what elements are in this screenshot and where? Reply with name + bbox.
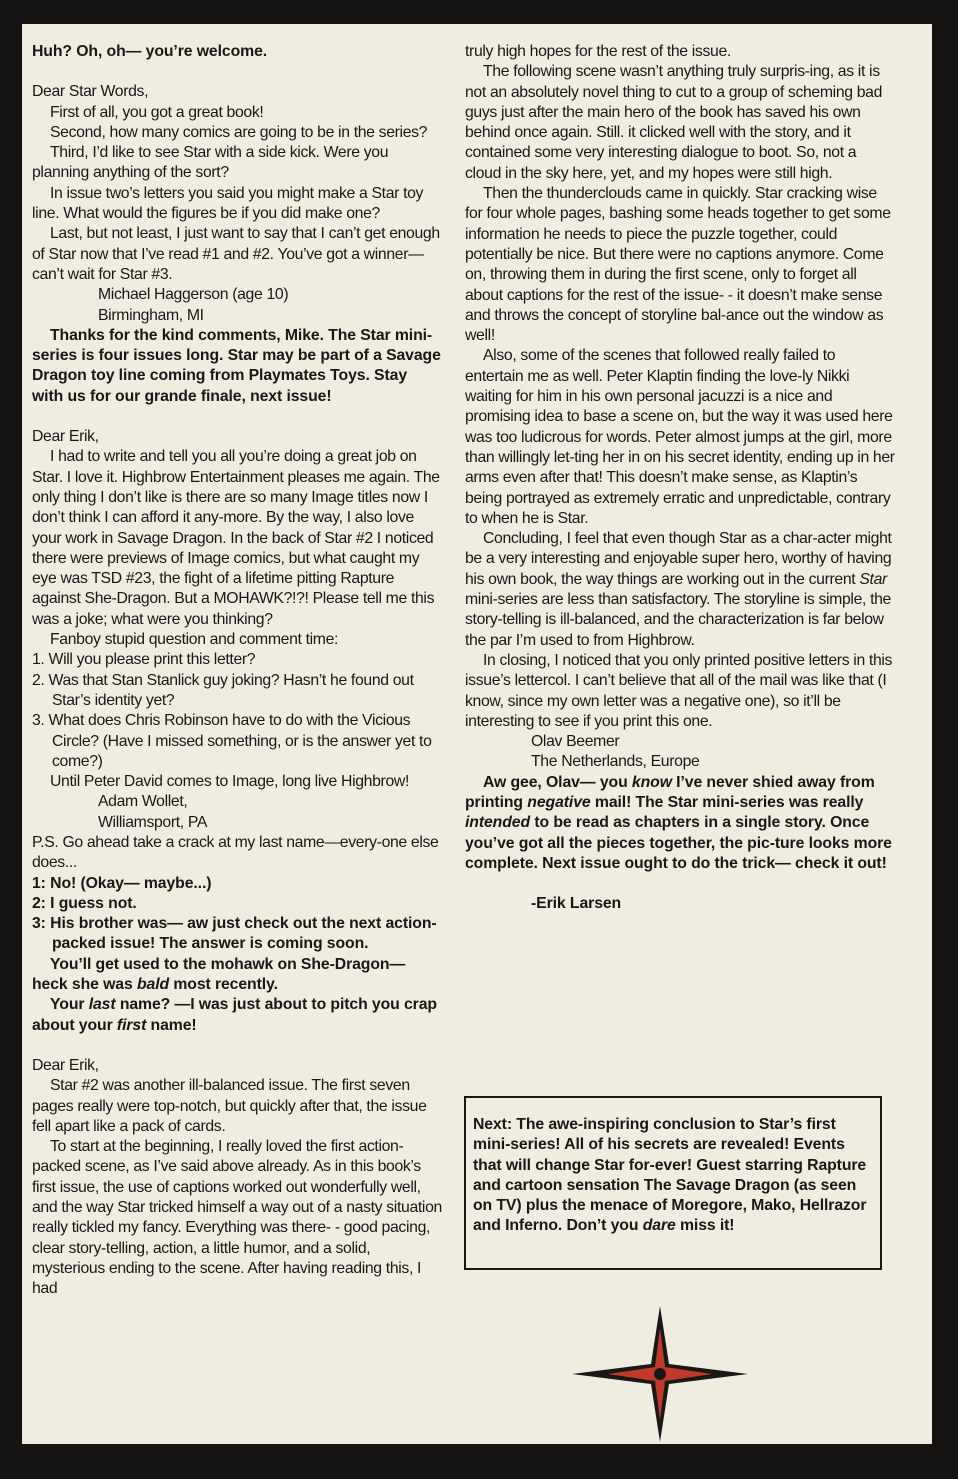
letter1-paragraph: Last, but not least, I just want to say that I can’t get enough of Star now that I’ve read #1 and #2. You’ve got a winner—can’t wait for Star #3. bbox=[32, 225, 440, 283]
letter3-concluding: Concluding, I feel that even though Star as a char-acter might be a very interesting and enjoyable super hero, worthy of having his own book, the way things are working out in the current Star mini-series are less than satisfactory. The storyline is simple, the story-telling is ill-balanced, and the characterization is far below the par I’m used to from Highbrow. bbox=[465, 530, 892, 649]
left-column bbox=[32, 42, 442, 1300]
editor-signature: -Erik Larsen bbox=[531, 895, 622, 913]
letter2-answer: 3: His brother was— aw just check out the next action-packed issue! The answer is coming soon. bbox=[32, 915, 437, 953]
letter3-signature-place: The Netherlands, Europe bbox=[531, 753, 700, 771]
letter3-paragraph: Star #2 was another ill-balanced issue. The first seven pages really were top-notch, but quickly after that, the issue fell apart like a pack of cards. bbox=[32, 1077, 427, 1135]
letter3-closing: In closing, I noticed that you only printed positive letters in this issue’s lettercol. I can’t believe that all of the mail was like that (I know, since my own letter was a negative one), so it’ll be interesting to see if you print this one. bbox=[465, 651, 893, 730]
letter3-editor-reply: Aw gee, Olav— you know I’ve never shied away from printing negative mail! The Star mini-series was really intended to be read as chapters in a single story. Once you’ve got all the pieces together, the pic-ture looks more complete. Next issue ought to do the trick— check it out! bbox=[465, 773, 892, 872]
letter3-paragraph: Also, some of the scenes that followed really failed to entertain me as well. Peter Klaptin finding the love-ly Nikki waiting for him in his own personal jacuzzi is a nice and promising idea to base a scene on, but the way it was used here was too ludicrous for words. Peter almost jumps at the girl, more than willingly let-ting her in on his secret identity, ending up in her arms even after that! This doesn’t make sense, as Klaptin’s being portrayed as extremely erratic and unpredictable, contrary to when he is Star. bbox=[465, 347, 895, 527]
letter1-paragraph: In issue two’s letters you said you might make a Star toy line. What would the figures be if you did make one? bbox=[32, 184, 424, 223]
letter1-signature-place: Birmingham, MI bbox=[98, 306, 204, 324]
letter1-salutation: Dear Star Words, bbox=[32, 83, 149, 101]
letter2-salutation: Dear Erik, bbox=[32, 428, 99, 446]
letter1-editor-reply: Thanks for the kind comments, Mike. The Star mini-series is four issues long. Star may be part of a Savage Dragon toy line coming from Playmates Toys. Stay with us for our grande finale, next issue! bbox=[32, 326, 441, 405]
letter3-paragraph: Then the thunderclouds came in quickly. Star cracking wise for four whole pages, bashing some heads together to get some information he needs to piece the puzzle together, could potentially be nice. But there were no captions anymore. Come on, throwing them in during the first scene, only to forget all about captions for the rest of the issue- - it doesn’t make sense and throws the concept of storyline bal-ance out the window as well! bbox=[465, 185, 891, 345]
letters-heading: Huh? Oh, oh— you’re welcome. bbox=[32, 43, 268, 60]
letter2-paragraph: Fanboy stupid question and comment time: bbox=[50, 631, 339, 649]
letter3-continued: truly high hopes for the rest of the issue. bbox=[465, 43, 731, 60]
letter1-paragraph: Third, I’d like to see Star with a side kick. Were you planning anything of the sort? bbox=[32, 144, 389, 182]
letter2-question: 3. What does Chris Robinson have to do with the Vicious Circle? (Have I missed something, or is the answer yet to come?) bbox=[32, 712, 432, 770]
next-issue-box bbox=[464, 1096, 882, 1270]
letter2-reply-mohawk: You’ll get used to the mohawk on She-Dragon— heck she was bald most recently. bbox=[32, 955, 406, 994]
letters-page bbox=[22, 24, 932, 1444]
letter1-paragraph: Second, how many comics are going to be in the series? bbox=[50, 123, 428, 141]
letter2-question: 2. Was that Stan Stanlick guy joking? Hasn’t he found out Star’s identity yet? bbox=[32, 671, 414, 709]
letter3-paragraph: The following scene wasn’t anything truly surpris-ing, as it is not an absolutely novel thing to cut to a group of scheming bad guys just after the main hero of the book has saved his own behind once again. Still. it clicked well with the story, and it contained some very interesting dialogue to boot. So, not a cloud in the sky here, yet, and my hopes were still high. bbox=[465, 63, 883, 182]
letter3-paragraph: To start at the beginning, I really loved the first action-packed scene, as I’ve said above already. As in this book’s first issue, the use of captions worked out wonderfully well, and the way Star tricked himself a way out of a nasty situation really tickled my fancy. Everything was there- - good pacing, clear story-telling, action, a little humor, and a solid, mysterious ending to the scene. After having reading this, I had bbox=[32, 1138, 442, 1298]
letter3-signature-name: Olav Beemer bbox=[531, 733, 620, 751]
letter2-signature-name: Adam Wollet, bbox=[98, 793, 188, 811]
letter2-closing: Until Peter David comes to Image, long live Highbrow! bbox=[50, 773, 409, 791]
star-compass-icon bbox=[572, 1306, 748, 1442]
letter2-reply-name: Your last name? —I was just about to pitch you crap about your first name! bbox=[32, 996, 437, 1034]
letter3-salutation: Dear Erik, bbox=[32, 1056, 99, 1074]
letter1-signature-name: Michael Haggerson (age 10) bbox=[98, 286, 289, 304]
letter2-answer: 1: No! (Okay— maybe...) bbox=[32, 874, 212, 892]
right-column bbox=[465, 42, 895, 914]
letter1-paragraph: First of all, you got a great book! bbox=[50, 103, 264, 121]
letter2-signature-place: Williamsport, PA bbox=[98, 813, 208, 831]
letter2-paragraph: I had to write and tell you all you’re doing a great job on Star. I love it. Highbrow Entertainment pleases me again. The only thing I don’t like is there are so many Image titles now I don’t think I can afford it any-more. By the way, I also love your work in Savage Dragon. In the back of Star #2 I noticed there were previews of Image comics, but what caught my eye was TSD #23, the fight of a lifetime pitting Rapture against She-Dragon. But a MOHAWK?!?! Please tell me this was a joke; what were you thinking? bbox=[32, 448, 440, 628]
letter2-postscript: P.S. Go ahead take a crack at my last name—every-one else does... bbox=[32, 833, 439, 872]
letter2-answer: 2: I guess not. bbox=[32, 894, 137, 912]
next-issue-text: Next: The awe-inspiring conclusion to Star’s first mini-series! All of his secrets are revealed! Events that will change Star for-ever! Guest starring Rapture and cartoon sensation The Savage Dragon (as seen on TV) plus the menace of Moregore, Mako, Hellrazor and Inferno. Don’t you dare miss it! bbox=[473, 1116, 867, 1235]
letter2-question: 1. Will you please print this letter? bbox=[32, 651, 256, 669]
